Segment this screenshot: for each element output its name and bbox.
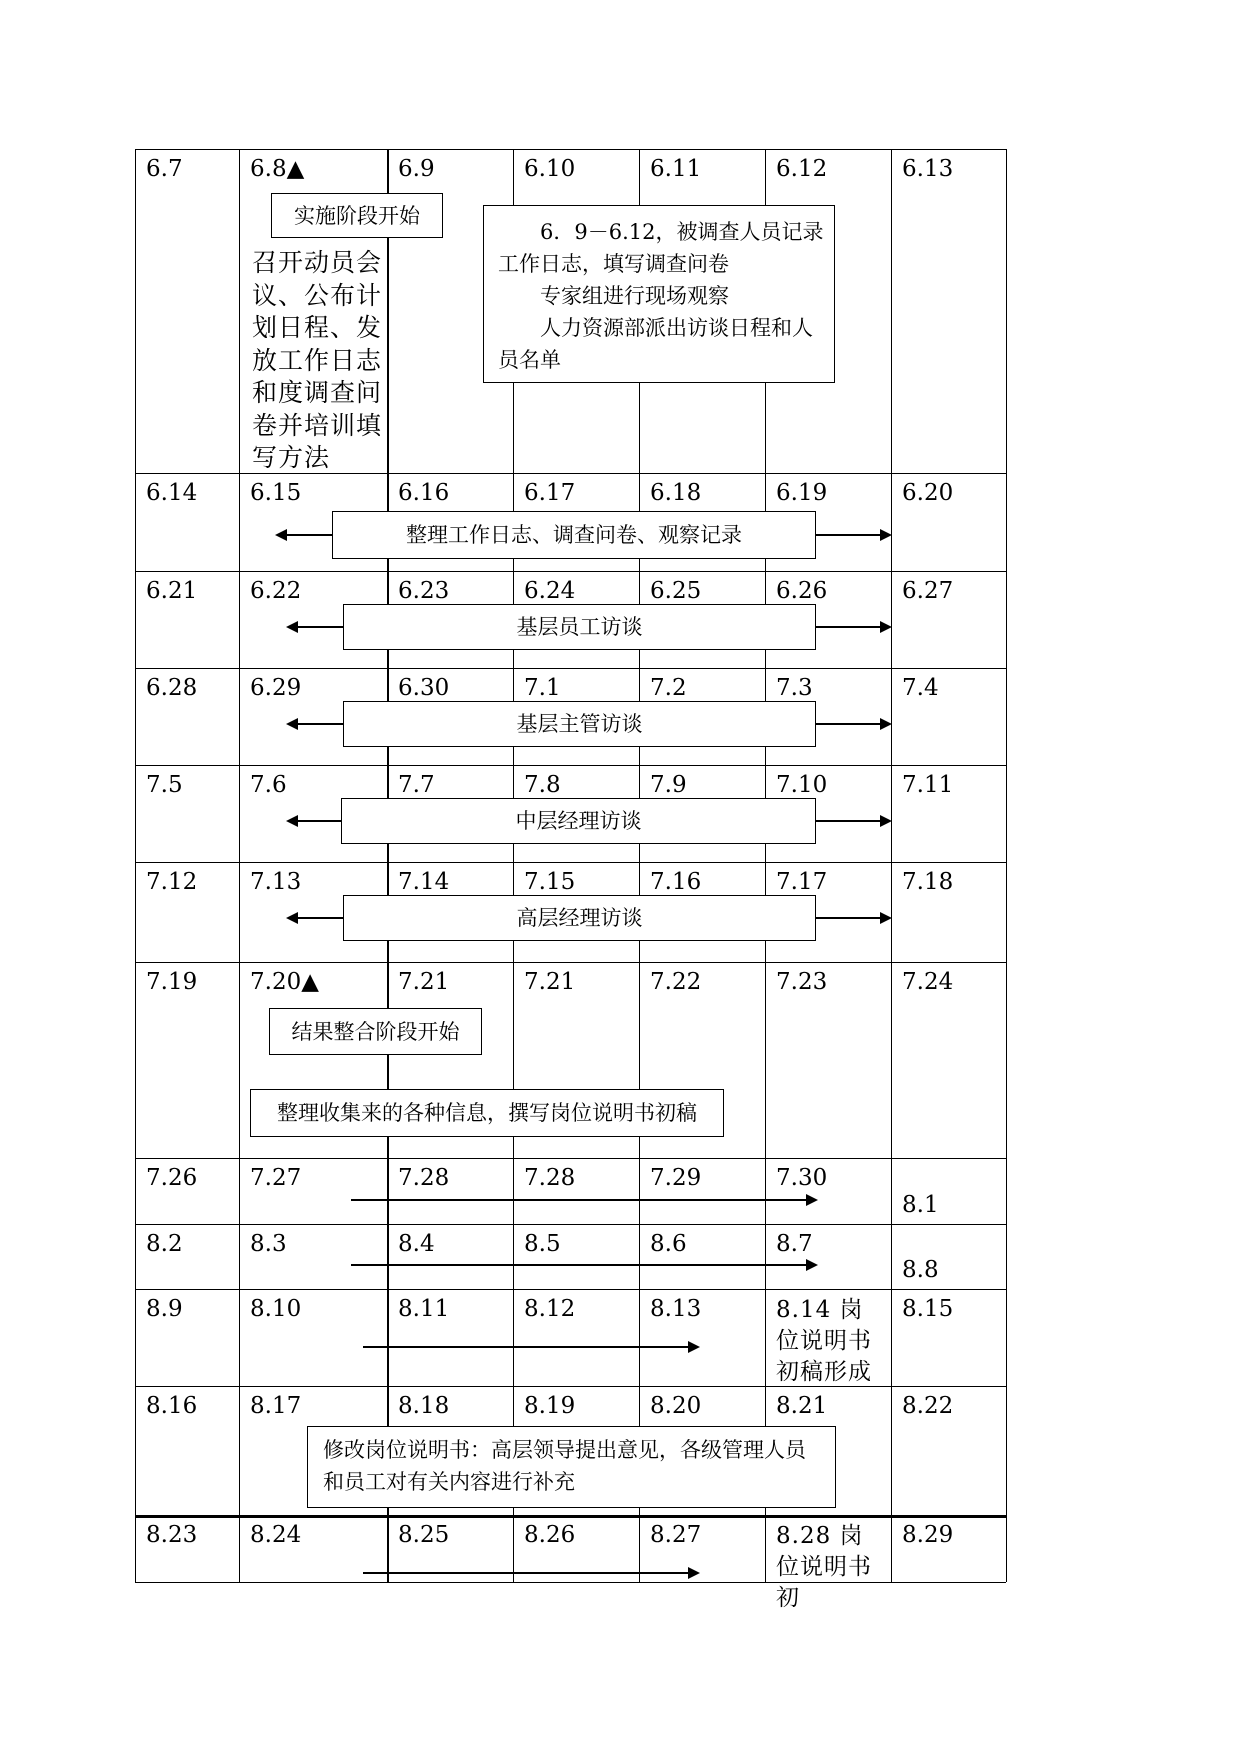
date-cell: 7.13 bbox=[250, 869, 302, 895]
survey-period-line-2: 专家组进行现场观察 bbox=[540, 284, 729, 308]
organize-right-arrow bbox=[816, 534, 890, 536]
grid-horizontal-line bbox=[135, 1515, 1006, 1518]
row10-progress-arrow bbox=[363, 1346, 698, 1348]
date-cell: 6.16 bbox=[398, 480, 450, 506]
date-cell: 8.20 bbox=[650, 1393, 702, 1419]
date-cell: 8.7 bbox=[776, 1231, 813, 1257]
grid-vertical-line bbox=[387, 149, 389, 1582]
date-cell: 8.13 bbox=[650, 1296, 702, 1322]
date-cell: 6.12 bbox=[776, 156, 828, 182]
date-cell: 7.19 bbox=[146, 969, 198, 995]
date-cell: 6.23 bbox=[398, 578, 450, 604]
date-cell: 7.20▲ bbox=[250, 969, 319, 995]
date-cell: 6.24 bbox=[524, 578, 576, 604]
date-cell: 7.15 bbox=[524, 869, 576, 895]
date-cell: 8.17 bbox=[250, 1393, 302, 1419]
date-cell: 7.12 bbox=[146, 869, 198, 895]
date-cell: 8.5 bbox=[524, 1231, 561, 1257]
date-cell: 6.17 bbox=[524, 480, 576, 506]
date-cell: 7.5 bbox=[146, 772, 183, 798]
senior-manager-interview-right-arrow bbox=[816, 917, 890, 919]
survey-period-box bbox=[483, 205, 835, 383]
date-cell: 8.29 bbox=[902, 1522, 954, 1548]
date-cell: 7.30 bbox=[776, 1165, 828, 1191]
date-cell: 8.2 bbox=[146, 1231, 183, 1257]
date-cell: 6.18 bbox=[650, 480, 702, 506]
date-cell: 8.15 bbox=[902, 1296, 954, 1322]
date-cell: 6.9 bbox=[398, 156, 435, 182]
date-cell: 8.11 bbox=[398, 1296, 450, 1322]
date-cell: 7.6 bbox=[250, 772, 287, 798]
date-cell: 8.19 bbox=[524, 1393, 576, 1419]
date-cell: 6.28 bbox=[146, 675, 198, 701]
grid-horizontal-line bbox=[135, 765, 1006, 766]
supervisor-interview-right-arrow bbox=[816, 723, 890, 725]
grid-horizontal-line bbox=[135, 962, 1006, 963]
date-cell: 6.13 bbox=[902, 156, 954, 182]
date-cell: 8.28 岗位说明书初 bbox=[776, 1523, 872, 1611]
date-cell: 6.20 bbox=[902, 480, 954, 506]
date-cell: 8.24 bbox=[250, 1522, 302, 1548]
grid-horizontal-line bbox=[135, 149, 1006, 150]
row9-progress-arrow bbox=[351, 1264, 816, 1266]
date-cell: 6.21 bbox=[146, 578, 198, 604]
date-cell: 8.22 bbox=[902, 1393, 954, 1419]
date-cell: 6.15 bbox=[250, 480, 302, 506]
date-cell: 8.3 bbox=[250, 1231, 287, 1257]
grid-horizontal-line bbox=[135, 668, 1006, 669]
date-cell: 8.4 bbox=[398, 1231, 435, 1257]
survey-period-line-1: 6．9－6.12，被调查人员记录工作日志，填写调查问卷 bbox=[498, 220, 824, 276]
row12-progress-arrow bbox=[363, 1572, 698, 1574]
grid-horizontal-line bbox=[135, 1224, 1006, 1225]
middle-manager-interview-left-arrow bbox=[288, 820, 341, 822]
date-cell: 6.22 bbox=[250, 578, 302, 604]
revision-box: 修改岗位说明书：高层领导提出意见，各级管理人员和员工对有关内容进行补充 bbox=[307, 1426, 836, 1508]
implementation-start-box: 实施阶段开始 bbox=[271, 193, 443, 238]
staff-interview-left-arrow bbox=[288, 626, 343, 628]
date-cell: 8.27 bbox=[650, 1522, 702, 1548]
supervisor-interview-box: 基层主管访谈 bbox=[343, 701, 816, 747]
grid-horizontal-line bbox=[135, 862, 1006, 863]
date-cell: 7.11 bbox=[902, 772, 954, 798]
senior-manager-interview-left-arrow bbox=[288, 917, 343, 919]
grid-horizontal-line bbox=[135, 1289, 1006, 1290]
date-cell: 8.23 bbox=[146, 1522, 198, 1548]
date-cell: 6.14 bbox=[146, 480, 198, 506]
date-cell: 7.21 bbox=[524, 969, 576, 995]
date-cell: 6.11 bbox=[650, 156, 702, 182]
grid-horizontal-line bbox=[135, 571, 1006, 572]
date-cell: 7.7 bbox=[398, 772, 435, 798]
date-cell: 6.8▲ bbox=[250, 156, 305, 182]
date-cell: 7.3 bbox=[776, 675, 813, 701]
date-cell: 6.7 bbox=[146, 156, 183, 182]
organize-left-arrow bbox=[277, 534, 332, 536]
date-cell: 8.21 bbox=[776, 1393, 828, 1419]
organize-records-box: 整理工作日志、调查问卷、观察记录 bbox=[332, 511, 816, 559]
date-cell: 7.9 bbox=[650, 772, 687, 798]
date-cell: 6.19 bbox=[776, 480, 828, 506]
date-cell: 7.26 bbox=[146, 1165, 198, 1191]
date-cell: 8.16 bbox=[146, 1393, 198, 1419]
date-cell: 8.14 岗位说明书初稿形成 bbox=[776, 1297, 872, 1385]
supervisor-interview-left-arrow bbox=[288, 723, 343, 725]
date-cell: 7.24 bbox=[902, 969, 954, 995]
survey-period-line-3: 人力资源部派出访谈日程和人员名单 bbox=[498, 316, 813, 372]
date-cell: 7.1 bbox=[524, 675, 561, 701]
date-cell: 7.22 bbox=[650, 969, 702, 995]
date-cell: 7.8 bbox=[524, 772, 561, 798]
date-cell: 6.27 bbox=[902, 578, 954, 604]
date-cell: 7.21 bbox=[398, 969, 450, 995]
integration-start-box: 结果整合阶段开始 bbox=[269, 1008, 482, 1055]
date-cell: 7.16 bbox=[650, 869, 702, 895]
staff-interview-right-arrow bbox=[816, 626, 890, 628]
staff-interview-box: 基层员工访谈 bbox=[343, 604, 816, 650]
date-cell: 8.9 bbox=[146, 1296, 183, 1322]
date-cell: 7.29 bbox=[650, 1165, 702, 1191]
date-cell: 8.8 bbox=[902, 1257, 939, 1283]
grid-vertical-line bbox=[1006, 149, 1007, 1582]
date-cell: 8.25 bbox=[398, 1522, 450, 1548]
date-cell: 6.25 bbox=[650, 578, 702, 604]
date-cell: 6.26 bbox=[776, 578, 828, 604]
date-cell: 8.10 bbox=[250, 1296, 302, 1322]
date-cell: 8.18 bbox=[398, 1393, 450, 1419]
date-cell: 7.17 bbox=[776, 869, 828, 895]
date-cell: 7.23 bbox=[776, 969, 828, 995]
date-cell: 7.27 bbox=[250, 1165, 302, 1191]
date-cell: 7.2 bbox=[650, 675, 687, 701]
date-cell: 8.6 bbox=[650, 1231, 687, 1257]
date-cell: 7.14 bbox=[398, 869, 450, 895]
date-cell: 6.30 bbox=[398, 675, 450, 701]
date-cell: 8.12 bbox=[524, 1296, 576, 1322]
date-cell: 7.18 bbox=[902, 869, 954, 895]
row8-progress-arrow bbox=[351, 1199, 816, 1201]
date-cell: 7.10 bbox=[776, 772, 828, 798]
date-cell: 6.10 bbox=[524, 156, 576, 182]
date-cell: 7.4 bbox=[902, 675, 939, 701]
middle-manager-interview-right-arrow bbox=[816, 820, 890, 822]
date-cell: 8.26 bbox=[524, 1522, 576, 1548]
grid-horizontal-line bbox=[135, 1158, 1006, 1159]
senior-manager-interview-box: 高层经理访谈 bbox=[343, 895, 816, 941]
date-cell: 7.28 bbox=[524, 1165, 576, 1191]
grid-vertical-line bbox=[891, 149, 892, 1582]
grid-vertical-line bbox=[239, 149, 240, 1582]
draft-writing-box: 整理收集来的各种信息，撰写岗位说明书初稿 bbox=[250, 1089, 724, 1137]
grid-vertical-line bbox=[135, 149, 136, 1582]
date-cell: 8.1 bbox=[902, 1192, 939, 1218]
kickoff-meeting-text: 召开动员会议、公布计划日程、发放工作日志和度调查问卷并培训填写方法 bbox=[252, 248, 383, 472]
date-cell: 6.29 bbox=[250, 675, 302, 701]
middle-manager-interview-box: 中层经理访谈 bbox=[341, 798, 816, 844]
date-cell: 7.28 bbox=[398, 1165, 450, 1191]
